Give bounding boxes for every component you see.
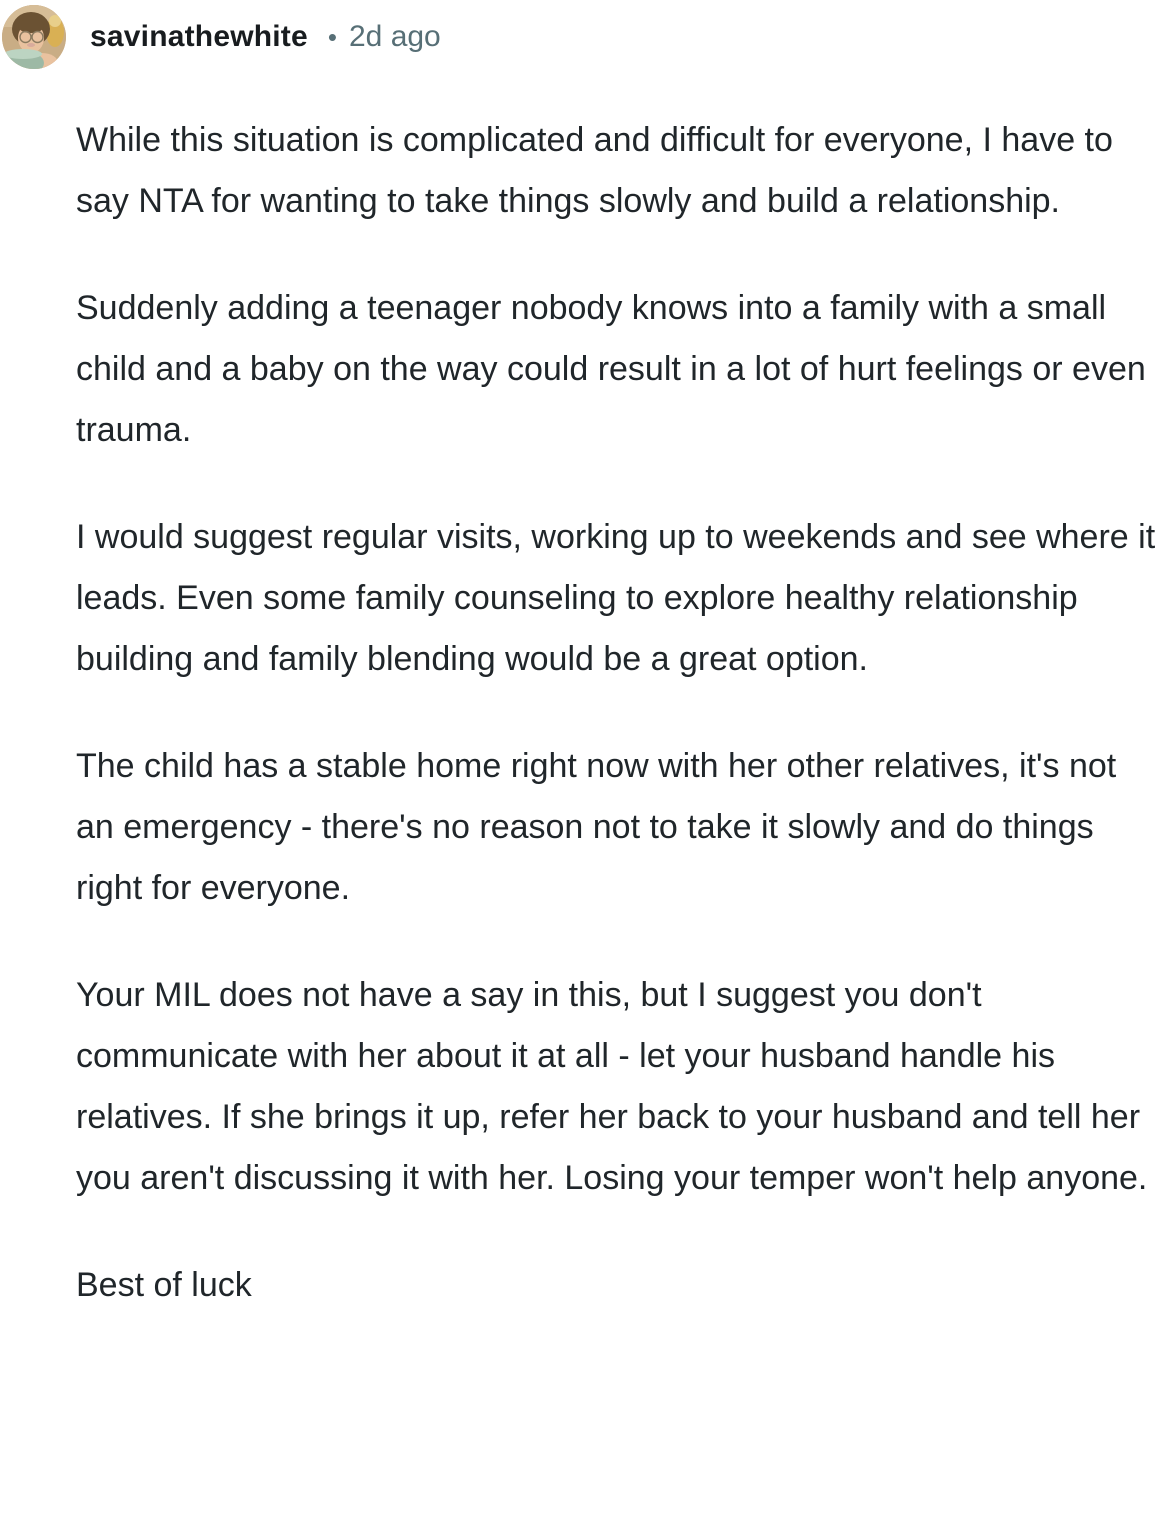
comment-paragraph: Best of luck [76, 1266, 252, 1304]
timestamp: 2d ago [348, 20, 441, 53]
separator-dot: • [327, 21, 337, 52]
comment-header [0, 0, 1166, 70]
comment-paragraph: The child has a stable home right now with her other relatives, it's not an emergency - there's no reason not to take it slowly and do things right for everyone. [76, 747, 1117, 907]
comment-paragraph: Suddenly adding a teenager nobody knows into a family with a small child and a baby on the way could result in a lot of hurt feelings or even trauma. [76, 289, 1146, 449]
comment-paragraph: I would suggest regular visits, working up to weekends and see where it leads. Even some family counseling to explore healthy relationship building and family blending would be a great option. [76, 518, 1156, 678]
avatar[interactable] [2, 5, 66, 69]
avatar-photo-icon [2, 5, 66, 69]
comment-paragraph: Your MIL does not have a say in this, but I suggest you don't communicate with her about it at all - let your husband handle his relatives. If she brings it up, refer her back to your husband and tell her you aren't discussing it with her. Losing your temper won't help anyone. [76, 976, 1148, 1197]
comment-paragraph: While this situation is complicated and difficult for everyone, I have to say NTA for wanting to take things slowly and build a relationship. [76, 121, 1113, 220]
comment-body [76, 110, 1160, 1316]
username[interactable]: savinathewhite [90, 20, 308, 53]
